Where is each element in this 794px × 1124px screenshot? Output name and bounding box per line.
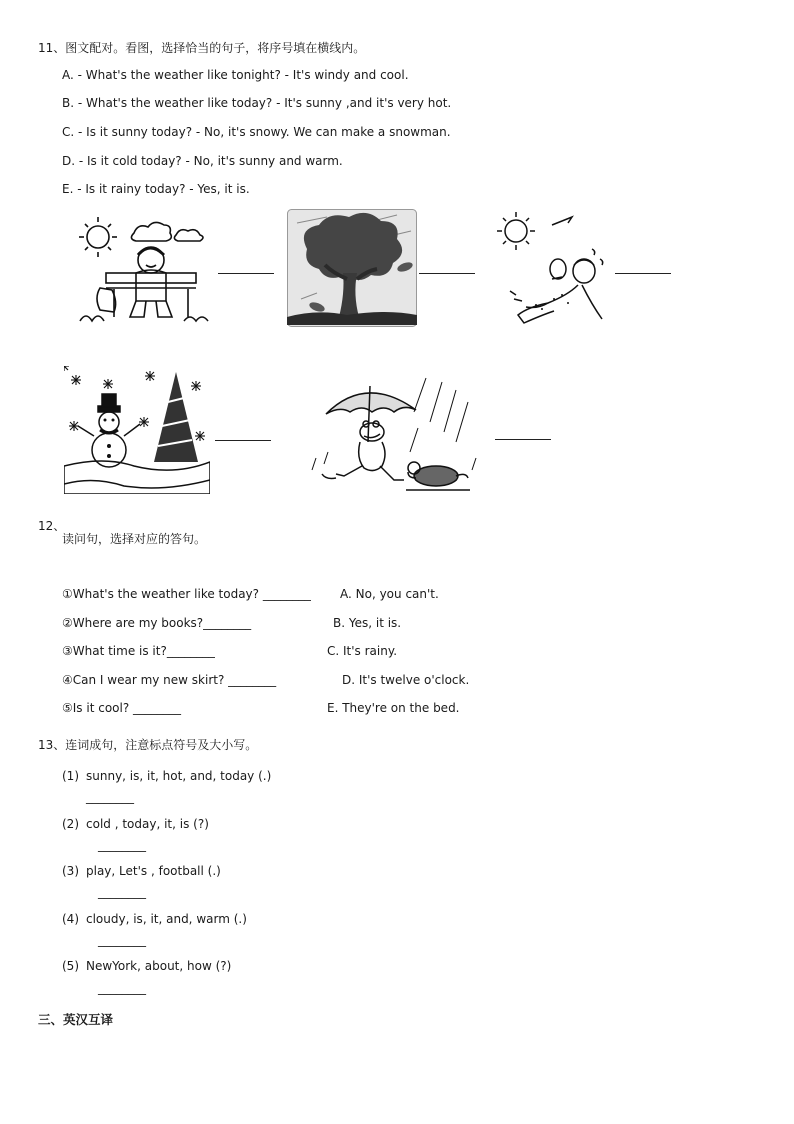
q13-item-3-words: play, Let's , football (.) bbox=[86, 864, 221, 878]
q13-item-5-number: (5) bbox=[62, 959, 79, 973]
q12-answer-c: C. It's rainy. bbox=[327, 644, 398, 658]
sunny-bench-boy-picture bbox=[76, 213, 212, 325]
q11-option-b: B. - What's the weather like today? - It's sunny ,and it's very hot. bbox=[62, 96, 452, 110]
q12-question-3: ③What time is it?________ bbox=[62, 644, 215, 658]
q12-question-2: ②Where are my books?________ bbox=[62, 616, 252, 630]
q13-item-5-words: NewYork, about, how (?) bbox=[86, 959, 232, 973]
q11-blank-2[interactable] bbox=[419, 273, 475, 274]
q11-title: 11、图文配对。看图，选择恰当的句子，将序号填在横线内。 bbox=[38, 41, 366, 55]
q11-option-a: A. - What's the weather like tonight? - It's windy and cool. bbox=[62, 68, 409, 82]
q13-item-1-blank[interactable]: ________ bbox=[86, 790, 134, 804]
q12-answer-e: E. They're on the bed. bbox=[327, 701, 460, 715]
q13-item-3-number: (3) bbox=[62, 864, 79, 878]
q13-item-2-words: cold , today, it, is (?) bbox=[86, 817, 209, 831]
q13-item-2-number: (2) bbox=[62, 817, 79, 831]
q13-item-5-blank[interactable]: ________ bbox=[98, 981, 146, 995]
q12-title: 读问句，选择对应的答句。 bbox=[62, 532, 207, 546]
q12-answer-b: B. Yes, it is. bbox=[333, 616, 402, 630]
q13-item-1-words: sunny, is, it, hot, and, today (.) bbox=[86, 769, 272, 783]
q13-item-3-blank[interactable]: ________ bbox=[98, 885, 146, 899]
q11-blank-3[interactable] bbox=[615, 273, 671, 274]
q12-answer-d: D. It's twelve o'clock. bbox=[342, 673, 470, 687]
q13-title: 13、连词成句，注意标点符号及大小写。 bbox=[38, 738, 258, 752]
q11-blank-5[interactable] bbox=[495, 439, 551, 440]
q13-item-4-number: (4) bbox=[62, 912, 79, 926]
q12-number: 12、 bbox=[38, 519, 66, 533]
q12-answer-a: A. No, you can't. bbox=[340, 587, 439, 601]
q13-item-2-blank[interactable]: ________ bbox=[98, 838, 146, 852]
snowman-winter-picture bbox=[64, 366, 210, 494]
q11-option-c: C. - Is it sunny today? - No, it's snowy. We can make a snowman. bbox=[62, 125, 451, 139]
section-3-title: 三、英汉互译 bbox=[38, 1012, 114, 1027]
q12-question-4: ④Can I wear my new skirt? ________ bbox=[62, 673, 277, 687]
windy-tree-picture bbox=[287, 209, 417, 327]
q12-question-1: ①What's the weather like today? ________ bbox=[62, 587, 311, 601]
q13-item-1-number: (1) bbox=[62, 769, 79, 783]
q12-question-5: ⑤Is it cool? ________ bbox=[62, 701, 182, 715]
q13-item-4-blank[interactable]: ________ bbox=[98, 933, 146, 947]
q11-blank-1[interactable] bbox=[218, 273, 274, 274]
q11-option-d: D. - Is it cold today? - No, it's sunny and warm. bbox=[62, 154, 343, 168]
q11-option-e: E. - Is it rainy today? - Yes, it is. bbox=[62, 182, 250, 196]
hot-sun-boy-fanning-picture bbox=[492, 209, 610, 329]
q13-item-4-words: cloudy, is, it, and, warm (.) bbox=[86, 912, 247, 926]
rainy-frog-umbrella-picture bbox=[306, 372, 482, 494]
q11-blank-4[interactable] bbox=[215, 440, 271, 441]
